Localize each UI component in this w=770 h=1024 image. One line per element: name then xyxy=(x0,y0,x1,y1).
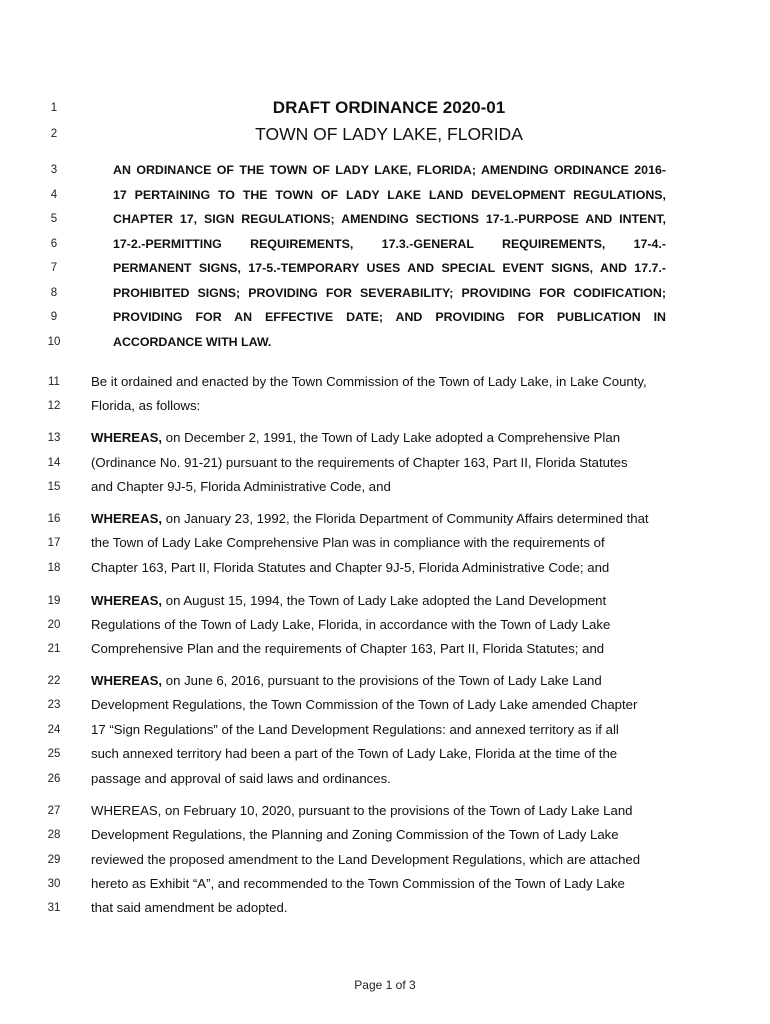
line-number: 3 xyxy=(50,164,58,176)
line-number: 23 xyxy=(47,699,61,711)
ordinance-heading-line: PERMANENT SIGNS, 17-5.-TEMPORARY USES AND SPECIAL EVENT SIGNS, AND 17.7.- xyxy=(113,261,666,275)
whereas-text: Development Regulations, the Town Commission of the Town of Lady Lake amended Chapter xyxy=(91,697,638,712)
line-1 xyxy=(0,96,770,120)
whereas-paragraph-2 xyxy=(91,507,687,531)
line-number: 22 xyxy=(47,675,61,687)
ordinance-heading-line: CHAPTER 17, SIGN REGULATIONS; AMENDING SECTIONS 17-1.-PURPOSE AND INTENT, xyxy=(113,212,666,226)
line-number: 18 xyxy=(47,562,61,574)
ordinance-heading-line: PROVIDING FOR AN EFFECTIVE DATE; AND PROVIDING FOR PUBLICATION IN xyxy=(113,310,666,324)
whereas-paragraph-1 xyxy=(91,426,687,450)
line-number: 14 xyxy=(47,457,61,469)
line-31 xyxy=(0,896,770,920)
line-number: 2 xyxy=(50,128,58,140)
whereas-text: 17 “Sign Regulations” of the Land Development Regulations: and annexed territory as if all xyxy=(91,722,619,737)
line-number: 4 xyxy=(50,189,58,201)
line-12 xyxy=(0,394,770,418)
line-number: 7 xyxy=(50,262,58,274)
line-number: 5 xyxy=(50,213,58,225)
ordinance-heading-line: 17 PERTAINING TO THE TOWN OF LADY LAKE LAND DEVELOPMENT REGULATIONS, xyxy=(113,188,666,202)
line-23 xyxy=(0,693,770,717)
line-number: 20 xyxy=(47,619,61,631)
line-number: 25 xyxy=(47,748,61,760)
whereas-label: WHEREAS, xyxy=(91,673,163,688)
enacting-clause: Be it ordained and enacted by the Town Commission of the Town of Lady Lake, in Lake County, xyxy=(91,374,647,389)
line-number: 30 xyxy=(47,878,61,890)
line-7 xyxy=(0,256,770,280)
document-title: DRAFT ORDINANCE 2020-01 xyxy=(272,98,506,117)
line-21 xyxy=(0,637,770,661)
line-number: 17 xyxy=(47,537,61,549)
line-29 xyxy=(0,848,770,872)
line-number: 10 xyxy=(47,336,61,348)
line-number: 26 xyxy=(47,773,61,785)
line-number: 12 xyxy=(47,400,61,412)
whereas-text: on December 2, 1991, the Town of Lady Lake adopted a Comprehensive Plan xyxy=(162,430,621,445)
line-number: 21 xyxy=(47,643,61,655)
whereas-text: (Ordinance No. 91-21) pursuant to the requirements of Chapter 163, Part II, Florida Statutes xyxy=(91,455,628,470)
page-footer: Page 1 of 3 xyxy=(354,978,416,992)
whereas-text: on August 15, 1994, the Town of Lady Lake adopted the Land Development xyxy=(162,593,607,608)
line-number: 28 xyxy=(47,829,61,841)
whereas-text: hereto as Exhibit “A”, and recommended to the Town Commission of the Town of Lady Lake xyxy=(91,876,625,891)
line-26 xyxy=(0,767,770,791)
line-8 xyxy=(0,281,770,305)
line-5 xyxy=(0,207,770,231)
line-18 xyxy=(0,556,770,580)
whereas-text: that said amendment be adopted. xyxy=(91,900,288,915)
line-13 xyxy=(0,426,770,450)
whereas-text: and Chapter 9J-5, Florida Administrative Code, and xyxy=(91,479,391,494)
whereas-paragraph-5: WHEREAS, on February 10, 2020, pursuant to the provisions of the Town of Lady Lake Land xyxy=(91,803,633,818)
line-30 xyxy=(0,872,770,896)
line-number: 6 xyxy=(50,238,58,250)
ordinance-heading-line: ACCORDANCE WITH LAW. xyxy=(113,335,272,349)
whereas-text: Development Regulations, the Planning and Zoning Commission of the Town of Lady Lake xyxy=(91,827,619,842)
whereas-text: reviewed the proposed amendment to the Land Development Regulations, which are attached xyxy=(91,852,641,867)
whereas-text: on June 6, 2016, pursuant to the provisions of the Town of Lady Lake Land xyxy=(162,673,602,688)
whereas-paragraph-3 xyxy=(91,589,687,613)
line-17 xyxy=(0,531,770,555)
line-9 xyxy=(0,305,770,329)
line-14 xyxy=(0,451,770,475)
line-25 xyxy=(0,742,770,766)
line-number: 13 xyxy=(47,432,61,444)
line-15 xyxy=(0,475,770,499)
whereas-text: Chapter 163, Part II, Florida Statutes and Chapter 9J-5, Florida Administrative Code; and xyxy=(91,560,610,575)
line-3 xyxy=(0,158,770,182)
line-19 xyxy=(0,589,770,613)
ordinance-heading-line: AN ORDINANCE OF THE TOWN OF LADY LAKE, FLORIDA; AMENDING ORDINANCE 2016- xyxy=(113,163,666,177)
line-2 xyxy=(0,122,770,146)
enacting-clause: Florida, as follows: xyxy=(91,398,201,413)
document-subtitle: TOWN OF LADY LAKE, FLORIDA xyxy=(255,124,523,144)
line-16 xyxy=(0,507,770,531)
whereas-text: on January 23, 1992, the Florida Department of Community Affairs determined that xyxy=(162,511,649,526)
line-11 xyxy=(0,370,770,394)
line-28 xyxy=(0,823,770,847)
line-number: 1 xyxy=(50,102,58,114)
ordinance-heading-line: 17-2.-PERMITTING REQUIREMENTS, 17.3.-GENERAL REQUIREMENTS, 17-4.- xyxy=(113,237,666,251)
whereas-text: such annexed territory had been a part of the Town of Lady Lake, Florida at the time of the xyxy=(91,746,618,761)
whereas-label: WHEREAS, xyxy=(91,430,163,445)
line-number: 9 xyxy=(50,311,58,323)
whereas-text: passage and approval of said laws and ordinances. xyxy=(91,771,391,786)
line-24 xyxy=(0,718,770,742)
line-number: 19 xyxy=(47,595,61,607)
line-27 xyxy=(0,799,770,823)
whereas-text: the Town of Lady Lake Comprehensive Plan was in compliance with the requirements of xyxy=(91,535,605,550)
line-10 xyxy=(0,330,770,354)
whereas-label: WHEREAS, xyxy=(91,511,163,526)
line-number: 11 xyxy=(48,376,60,388)
whereas-text: Regulations of the Town of Lady Lake, Florida, in accordance with the Town of Lady Lake xyxy=(91,617,611,632)
line-number: 15 xyxy=(47,481,61,493)
line-20 xyxy=(0,613,770,637)
whereas-text: Comprehensive Plan and the requirements of Chapter 163, Part II, Florida Statutes; and xyxy=(91,641,605,656)
whereas-label: WHEREAS, xyxy=(91,593,163,608)
line-4 xyxy=(0,183,770,207)
line-number: 16 xyxy=(47,513,61,525)
whereas-paragraph-4 xyxy=(91,669,687,693)
line-number: 27 xyxy=(47,805,61,817)
ordinance-heading-line: PROHIBITED SIGNS; PROVIDING FOR SEVERABILITY; PROVIDING FOR CODIFICATION; xyxy=(113,286,666,300)
line-number: 31 xyxy=(47,902,61,914)
line-6 xyxy=(0,232,770,256)
line-number: 24 xyxy=(47,724,61,736)
line-number: 8 xyxy=(50,287,58,299)
line-22 xyxy=(0,669,770,693)
line-number: 29 xyxy=(47,854,61,866)
